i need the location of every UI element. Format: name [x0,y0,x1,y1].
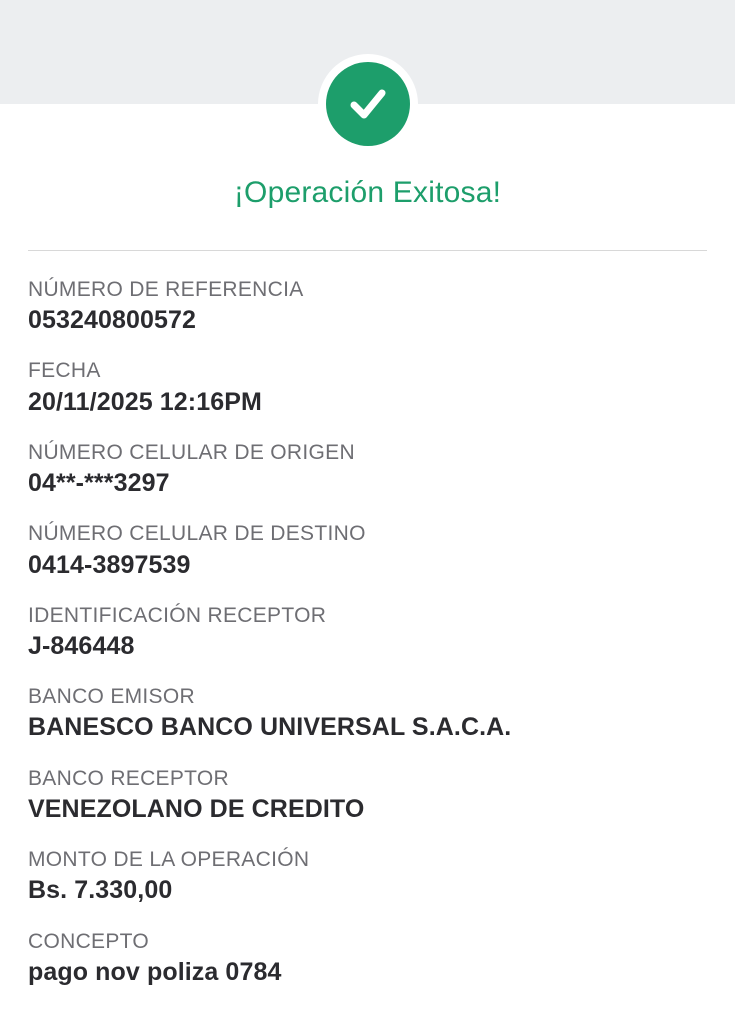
field-label: MONTO DE LA OPERACIÓN [28,848,310,872]
field-value: 20/11/2025 12:16PM [28,387,262,416]
list-item [28,847,707,906]
field-value: 0414-3897539 [28,550,191,579]
field-label: IDENTIFICACIÓN RECEPTOR [28,603,327,627]
list-item [28,766,707,825]
field-label: NÚMERO DE REFERENCIA [28,278,304,301]
success-badge [318,54,418,154]
success-title: ¡Operación Exitosa! [233,176,502,209]
field-value: Bs. 7.330,00 [28,876,173,905]
field-label: BANCO RECEPTOR [28,766,230,790]
list-item [28,929,707,988]
field-label: BANCO EMISOR [28,685,195,709]
list-item [28,603,707,662]
field-label: NÚMERO CELULAR DE ORIGEN [28,440,355,464]
field-label: NÚMERO CELULAR DE DESTINO [28,522,366,546]
detail-list [0,251,735,988]
field-label: FECHA [28,359,101,383]
field-label: CONCEPTO [28,929,150,953]
field-value: 053240800572 [28,306,197,335]
check-circle-icon [326,62,410,146]
field-value: 04**-***3297 [28,469,170,498]
field-value: VENEZOLANO DE CREDITO [28,794,365,823]
list-item [28,684,707,743]
list-item [28,277,707,336]
list-item [28,358,707,417]
field-value: J-846448 [28,631,135,660]
list-item [28,440,707,499]
receipt-content [0,104,735,1010]
field-value: pago nov poliza 0784 [28,957,282,986]
list-item [28,521,707,580]
field-value: BANESCO BANCO UNIVERSAL S.A.C.A. [28,713,512,742]
